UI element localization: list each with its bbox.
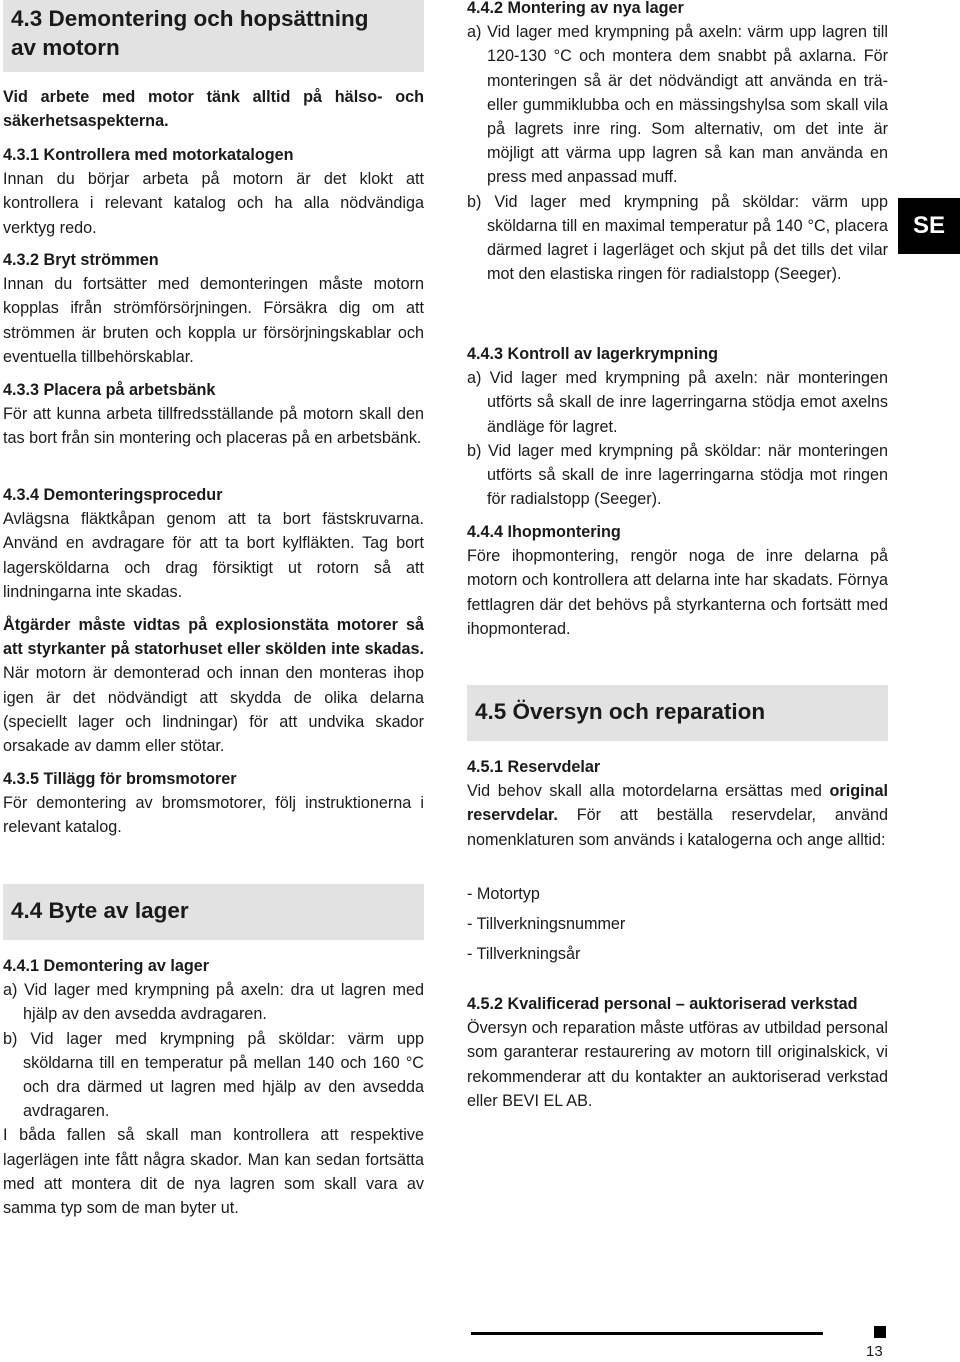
banner-title-4-4: 4.4 Byte av lager: [11, 898, 189, 923]
section-4-5-1: [467, 755, 888, 852]
heading-4-4-1: 4.4.1 Demontering av lager: [3, 957, 210, 975]
text-4-4-4: Före ihopmontering, rengör noga de inre delarna på motorn och kontrollera att delarna inte har skadats. Förnya fettlagren där det behövs på styrkanterna och fortsätt med ihopmonterad.: [467, 547, 888, 638]
footer-rule: [471, 1332, 823, 1335]
heading-4-3-3: 4.3.3 Placera på arbetsbänk: [3, 381, 216, 399]
text-4-5-1-bold: original reservdelar.: [467, 782, 888, 825]
text-4-4-1-a: a) Vid lager med krympning på axeln: dra ut lagren med hjälp av den avsedda avdragaren.: [3, 981, 424, 1024]
section-banner-4-3: [3, 0, 424, 72]
explosion-proof-warning: [3, 613, 424, 758]
text-4-3-2: Innan du fortsätter med demonteringen måste motorn kopplas ifrån strömförsörjningen. Försäkra dig om att strömmen är bruten och koppla ur försörjningskablar och eventuella tillbehörskablar.: [3, 275, 424, 366]
section-4-3-2: [3, 248, 424, 369]
section-4-4-3: [467, 342, 888, 511]
intro-warning: Vid arbete med motor tänk alltid på hälso- och säkerhetsaspekterna.: [3, 88, 424, 131]
section-4-3-4: [3, 483, 424, 604]
heading-4-4-2: 4.4.2 Montering av nya lager: [467, 0, 684, 17]
banner-title-line-1: 4.3 Demontering och hopsättning: [11, 6, 369, 31]
language-tab: SE: [898, 198, 960, 254]
section-4-3-3: [3, 378, 424, 451]
warning-bold-text: Åtgärder måste vidtas på explosionstäta motorer så att styrkanter på statorhuset eller skölden inte skadas.: [3, 616, 424, 659]
text-4-4-3-b: b) Vid lager med krympning på sköldar: när monteringen utförts så skall de inre lagerringarna stödja mot ringen för radialstopp (Seeger).: [467, 441, 888, 509]
section-4-4-2: [467, 0, 888, 286]
section-banner-4-5: [467, 685, 888, 741]
section-banner-4-4: [3, 884, 424, 940]
list-item: - Motortyp: [467, 885, 540, 903]
section-4-5-2: [467, 992, 888, 1113]
text-4-4-1-b: b) Vid lager med krympning på sköldar: värm upp sköldarna till en temperatur på mellan 140 och 160 °C och dra därmed ut lagren med hjälp av den avsedda avdragaren.: [3, 1029, 424, 1121]
text-4-5-1-start: Vid behov skall alla motordelarna ersättas med: [467, 782, 830, 801]
heading-4-5-1: 4.5.1 Reservdelar: [467, 758, 601, 776]
warning-rest-text: När motorn är demonterad och innan den monteras ihop igen är det nödvändigt att skydda de olika delarna (speciellt lager och lindningar) för att undvika skador orsakade av damm eller stötar.: [3, 664, 424, 756]
footer-square-mark: [874, 1326, 886, 1338]
text-4-3-4: Avlägsna fläktkåpan genom att ta bort fästskruvarna. Använd en avdragare för att ta bort kylfläkten. Tag bort lagersköldarna och drag försiktigt ut rotorn så att lindningarna inte skadas.: [3, 510, 424, 601]
section-4-4-4: [467, 520, 888, 641]
section-4-3-1: [3, 143, 424, 240]
heading-4-3-4: 4.3.4 Demonteringsprocedur: [3, 486, 223, 504]
text-4-5-2: Översyn och reparation måste utföras av utbildad personal som garanterar restaurering av motorn till originalskick, vi rekommenderar att du kontakter an auktoriserad verkstad eller BEVI EL AB.: [467, 1019, 888, 1110]
text-4-4-2-b: b) Vid lager med krympning på sköldar: värm upp sköldarna till en maximal temperatur på 140 °C, placera därmed lagret i lagerläget och skjut på det tills det vilar mot den elastiska ringen för radialstopp (Seeger).: [467, 192, 888, 284]
text-4-3-3: För att kunna arbeta tillfredsställande på motorn skall den tas bort från sin montering och placeras på en arbetsbänk.: [3, 405, 424, 448]
text-4-3-1: Innan du börjar arbeta på motorn är det klokt att kontrollera i relevant katalog och ha alla nödvändiga verktyg redo.: [3, 170, 424, 237]
heading-4-5-2: 4.5.2 Kvalificerad personal – auktoriserad verkstad: [467, 995, 858, 1013]
heading-4-3-2: 4.3.2 Bryt strömmen: [3, 251, 159, 269]
section-4-3-5: [3, 767, 424, 840]
list-item: - Tillverkningsår: [467, 945, 581, 964]
text-4-4-1: I båda fallen så skall man kontrollera att respektive lagerlägen inte fått några skador. Man kan sedan fortsätta med att montera dit de nya lagren som skall vara av samma typ som de man byter ut.: [3, 1126, 424, 1218]
text-4-4-3-a: a) Vid lager med krympning på axeln: när monteringen utförts så skall de inre lagerringarna stödja emot axelns ändläge för lagret.: [467, 369, 888, 436]
heading-4-3-1: 4.3.1 Kontrollera med motorkatalogen: [3, 146, 294, 164]
text-4-5-1-end: För att beställa reservdelar, använd nomenklaturen som används i katalogerna och ange alltid:: [467, 806, 888, 849]
heading-4-3-5: 4.3.5 Tillägg för bromsmotorer: [3, 770, 237, 788]
text-4-5-1: [467, 779, 888, 852]
section-4-4-1: [3, 954, 424, 1220]
banner-title-line-2: av motorn: [11, 35, 120, 60]
heading-4-4-3: 4.4.3 Kontroll av lagerkrympning: [467, 345, 718, 363]
list-item: - Tillverkningsnummer: [467, 915, 626, 934]
banner-title-4-5: 4.5 Översyn och reparation: [475, 699, 766, 724]
text-4-3-5: För demontering av bromsmotorer, följ instruktionerna i relevant katalog.: [3, 794, 424, 837]
parts-list: [467, 882, 888, 967]
page-number: 13: [866, 1343, 883, 1360]
text-4-4-2-a: a) Vid lager med krympning på axeln: värm upp lagren till 120-130 °C och montera dem snabbt på axlarna. För monteringen så är det nödvändigt att använda en trä- eller gummiklubba och en mässingshylsa som skall vila på lagrets inre ring. Som alternativ, om det inte är möjligt att värma upp lagren så kan man använda en press med anpassad muff.: [467, 23, 888, 187]
heading-4-4-4: 4.4.4 Ihopmontering: [467, 523, 621, 541]
